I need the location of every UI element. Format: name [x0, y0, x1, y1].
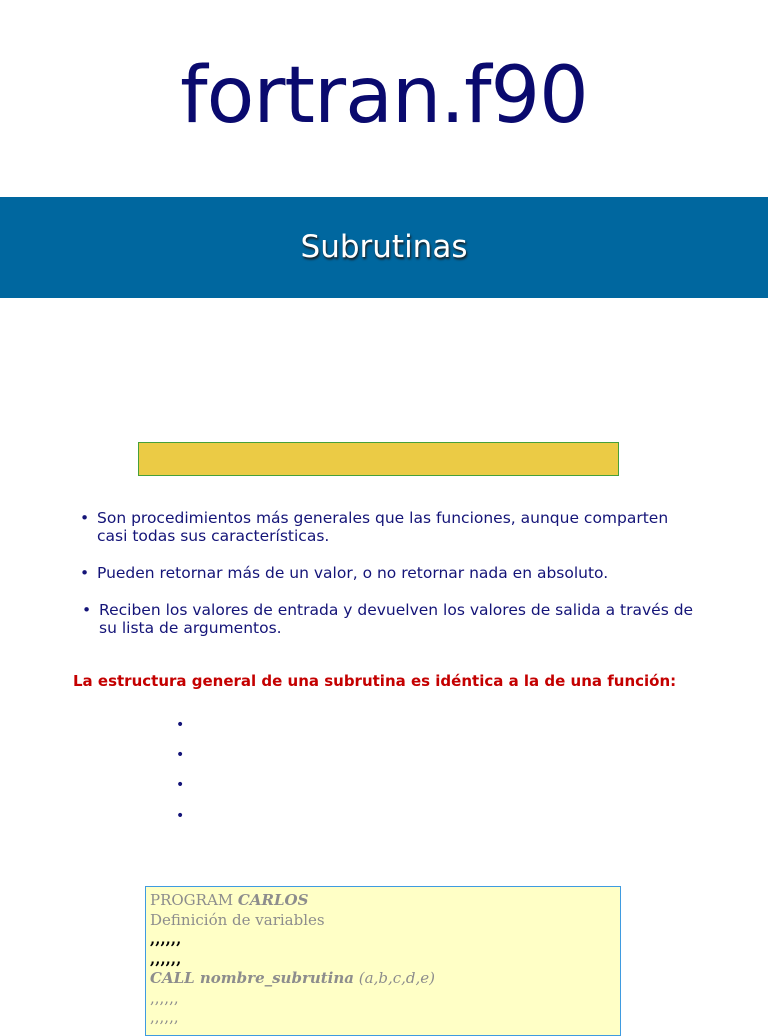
program-keyword: PROGRAM: [150, 891, 238, 909]
empty-bullet-icon: •: [176, 717, 185, 733]
page-title: fortran.f90: [180, 51, 588, 141]
bullet-icon: •: [80, 564, 90, 582]
bullet-text: Reciben los valores de entrada y devuelven los valores de salida a través de su lista de argumentos.: [99, 601, 694, 637]
empty-bullet-icon: •: [176, 808, 185, 824]
empty-bullet-icon: •: [176, 777, 185, 793]
code-example-box: [145, 886, 621, 1036]
list-item: [80, 509, 700, 545]
code-line-dots: ,,,,,,: [150, 949, 182, 968]
call-keyword: CALL nombre_subrutina: [150, 969, 355, 987]
code-line-dots: ,,,,,,: [150, 1008, 179, 1026]
code-line-call: [150, 969, 620, 989]
bullet-icon: •: [80, 509, 90, 527]
bullet-text: Pueden retornar más de un valor, o no retornar nada en absoluto.: [97, 564, 609, 582]
code-line-program: [150, 891, 620, 911]
bullet-icon: •: [82, 601, 92, 619]
section-banner: [0, 197, 768, 298]
structure-heading: La estructura general de una subrutina es idéntica a la de una función:: [73, 672, 677, 690]
call-arguments: (a,b,c,d,e): [354, 969, 435, 987]
code-line-definition: Definición de variables: [150, 910, 325, 929]
list-item: [80, 601, 700, 637]
program-name: CARLOS: [237, 891, 309, 909]
empty-bullet-icon: •: [176, 747, 185, 763]
section-title: Subrutinas: [300, 229, 468, 265]
highlight-bar: [138, 442, 619, 476]
bullet-list: [80, 509, 700, 637]
list-item: [80, 564, 700, 582]
bullet-text: Son procedimientos más generales que las funciones, aunque comparten casi todas sus características.: [97, 509, 669, 545]
code-line-dots: ,,,,,,: [150, 988, 179, 1007]
code-line-dots: ,,,,,,: [150, 930, 182, 948]
